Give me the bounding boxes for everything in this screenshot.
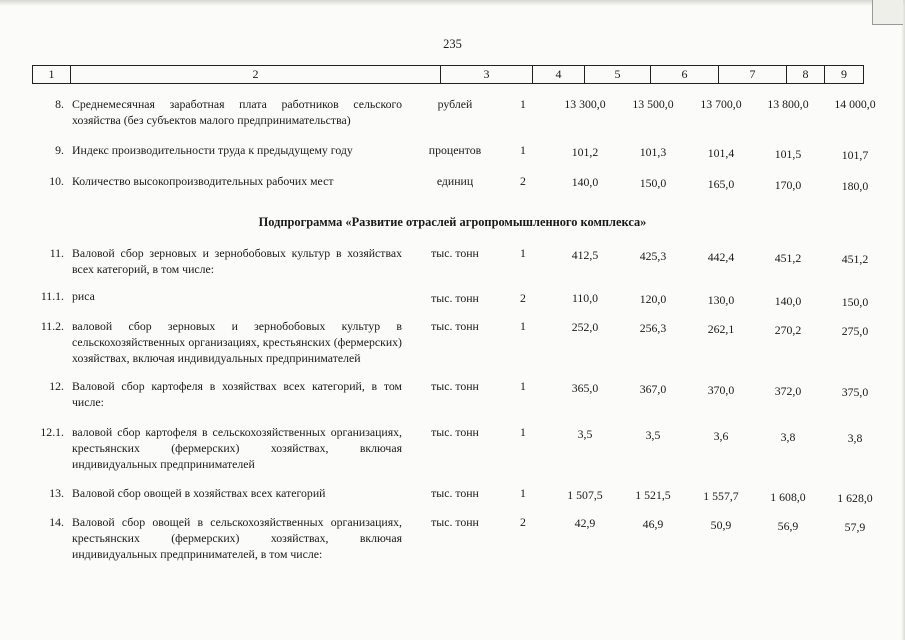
value-col-6: 367,0 <box>639 382 667 396</box>
indicator-name: Валовой сбор картофеля в хозяйствах всех категорий, в том числе: <box>72 379 402 409</box>
priority: 2 <box>520 515 526 529</box>
value-col-7: 50,9 <box>710 518 732 532</box>
header-col-4: 4 <box>532 66 584 83</box>
value-col-5: 110,0 <box>571 291 599 305</box>
value-col-9: 14 000,0 <box>834 97 876 111</box>
value-col-9: 101,7 <box>841 148 869 162</box>
indicator-name: Индекс производительности труда к предыдущему году <box>72 143 353 157</box>
header-col-9: 9 <box>824 66 864 83</box>
priority: 2 <box>520 291 526 305</box>
row-number: 12. <box>49 379 64 393</box>
row-number: 9. <box>55 143 64 157</box>
value-col-5: 365,0 <box>571 381 599 395</box>
value-col-5: 42,9 <box>574 516 596 530</box>
value-col-6: 1 521,5 <box>635 488 671 502</box>
value-col-7: 13 700,0 <box>700 97 742 111</box>
value-col-9: 3,8 <box>847 431 863 445</box>
indicator-name: Валовой сбор овощей в хозяйствах всех категорий <box>72 486 326 500</box>
value-col-9: 57,9 <box>844 520 866 534</box>
unit: рублей <box>437 97 473 111</box>
row-number: 11.2. <box>40 319 64 333</box>
header-col-6: 6 <box>650 66 718 83</box>
scan-edge-top <box>0 0 905 6</box>
header-col-7: 7 <box>718 66 786 83</box>
value-col-8: 451,2 <box>774 251 802 265</box>
value-col-8: 372,0 <box>774 384 802 398</box>
value-col-6: 13 500,0 <box>632 97 674 111</box>
value-col-7: 165,0 <box>707 177 735 191</box>
priority: 2 <box>520 174 526 188</box>
value-col-8: 1 608,0 <box>770 490 806 504</box>
value-col-9: 180,0 <box>841 179 869 193</box>
subprogram-title: Подпрограмма «Развитие отраслей агропромышленного комплекса» <box>258 215 647 229</box>
value-col-9: 275,0 <box>841 324 869 338</box>
value-col-5: 3,5 <box>577 427 593 441</box>
priority: 1 <box>520 486 526 500</box>
value-col-5: 140,0 <box>571 175 599 189</box>
value-col-5: 1 507,5 <box>567 488 603 502</box>
page-number: 235 <box>443 37 462 51</box>
value-col-6: 120,0 <box>639 292 667 306</box>
header-col-1: 1 <box>32 66 70 83</box>
unit: тыс. тонн <box>431 319 479 333</box>
value-col-8: 101,5 <box>774 147 802 161</box>
row-number: 12.1. <box>40 425 64 439</box>
indicator-name: Валовой сбор овощей в сельскохозяйственных организациях, крестьянских (фермерских) хозяйствах, включая индивидуальных предпринимателей, в том числе: <box>72 515 402 561</box>
row-number: 11. <box>49 246 64 260</box>
value-col-6: 425,3 <box>639 249 667 263</box>
unit: единиц <box>436 174 474 188</box>
value-col-8: 13 800,0 <box>767 97 809 111</box>
value-col-8: 270,2 <box>774 323 802 337</box>
table-header-row <box>32 65 864 84</box>
unit: тыс. тонн <box>431 486 479 500</box>
value-col-8: 3,8 <box>780 430 796 444</box>
unit: тыс. тонн <box>431 291 479 305</box>
value-col-7: 262,1 <box>707 322 735 336</box>
row-number: 10. <box>49 174 64 188</box>
indicator-name: Валовой сбор зерновых и зернобобовых культур в хозяйствах всех категорий, в том числе: <box>72 246 402 276</box>
header-col-5: 5 <box>584 66 650 83</box>
priority: 1 <box>520 379 526 393</box>
priority: 1 <box>520 319 526 333</box>
row-number: 13. <box>49 486 64 500</box>
indicator-name: валовой сбор зерновых и зернобобовых культур в сельскохозяйственных организациях, крестьянских (фермерских) хозяйствах, включая индивидуальных предпринимателей <box>72 319 402 365</box>
value-col-7: 101,4 <box>707 146 735 160</box>
priority: 1 <box>520 97 526 111</box>
value-col-7: 130,0 <box>707 293 735 307</box>
priority: 1 <box>520 143 526 157</box>
scan-edge-right <box>901 0 905 640</box>
value-col-9: 451,2 <box>841 252 869 266</box>
value-col-6: 150,0 <box>639 176 667 190</box>
row-number: 8. <box>55 97 64 111</box>
unit: тыс. тонн <box>431 425 479 439</box>
value-col-7: 370,0 <box>707 383 735 397</box>
value-col-6: 101,3 <box>639 145 667 159</box>
value-col-6: 256,3 <box>639 321 667 335</box>
header-col-2: 2 <box>70 66 440 83</box>
value-col-6: 3,5 <box>645 428 661 442</box>
indicator-name: Количество высокопроизводительных рабочих мест <box>72 174 334 188</box>
value-col-7: 3,6 <box>713 429 729 443</box>
value-col-8: 140,0 <box>774 294 802 308</box>
unit: процентов <box>428 143 482 157</box>
value-col-5: 101,2 <box>571 145 599 159</box>
unit: тыс. тонн <box>431 246 479 260</box>
value-col-7: 442,4 <box>707 250 735 264</box>
value-col-7: 1 557,7 <box>703 489 739 503</box>
indicator-name: Среднемесячная заработная плата работников сельского хозяйства (без субъектов малого предпринимательства) <box>72 97 402 127</box>
value-col-5: 412,5 <box>571 248 599 262</box>
header-col-3: 3 <box>440 66 532 83</box>
unit: тыс. тонн <box>431 379 479 393</box>
value-col-9: 1 628,0 <box>837 491 873 505</box>
priority: 1 <box>520 425 526 439</box>
unit: тыс. тонн <box>431 515 479 529</box>
row-number: 11.1. <box>40 289 64 303</box>
value-col-5: 252,0 <box>571 320 599 334</box>
value-col-5: 13 300,0 <box>564 97 606 111</box>
indicator-name: риса <box>72 289 95 303</box>
row-number: 14. <box>49 515 64 529</box>
scan-corner-mark <box>872 0 903 25</box>
header-col-8: 8 <box>786 66 824 83</box>
value-col-8: 170,0 <box>774 178 802 192</box>
priority: 1 <box>520 246 526 260</box>
indicator-name: валовой сбор картофеля в сельскохозяйственных организациях, крестьянских (фермерских) хозяйствах, включая индивидуальных предпринимателей <box>72 425 402 471</box>
value-col-9: 150,0 <box>841 295 869 309</box>
value-col-9: 375,0 <box>841 385 869 399</box>
value-col-8: 56,9 <box>777 519 799 533</box>
value-col-6: 46,9 <box>642 517 664 531</box>
